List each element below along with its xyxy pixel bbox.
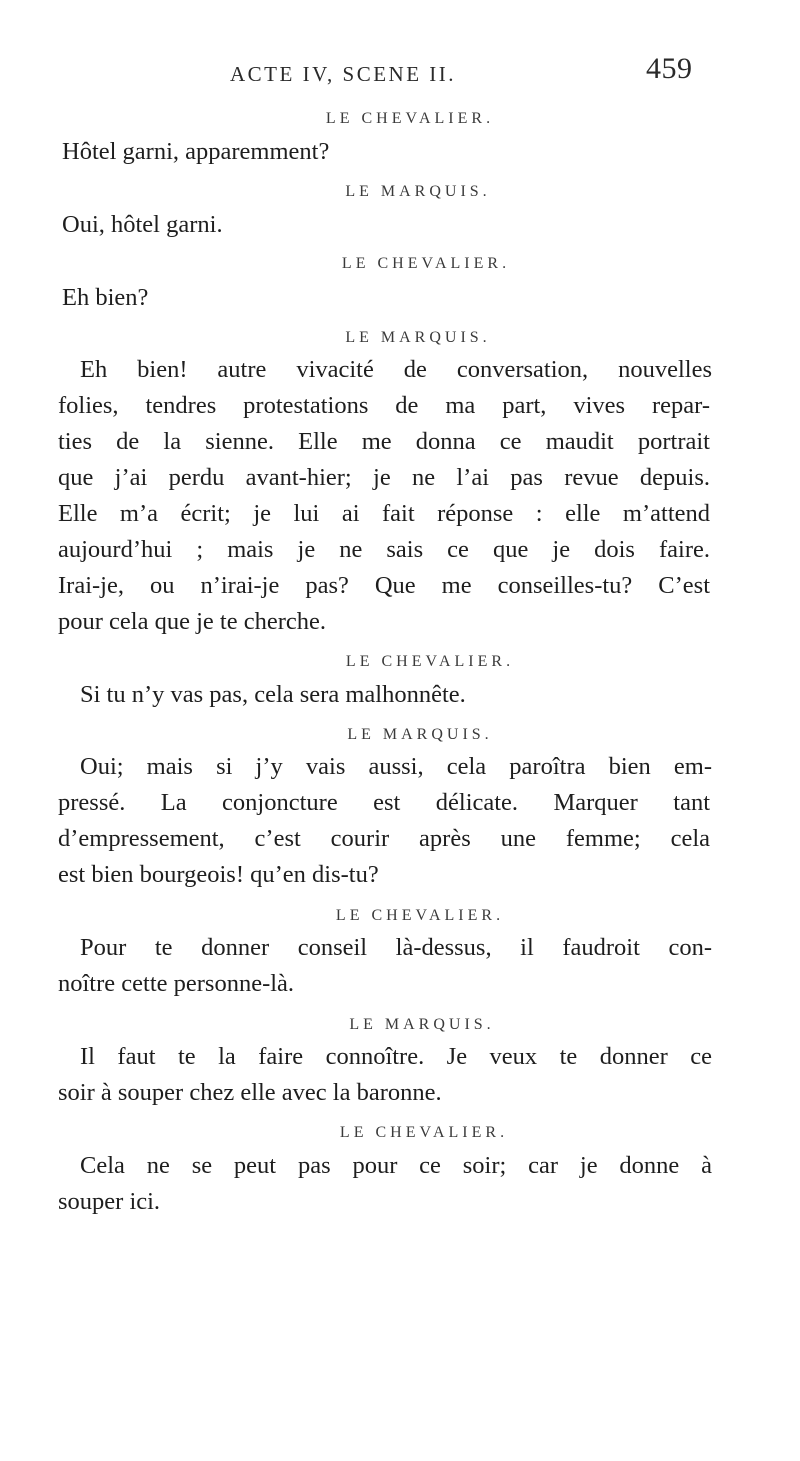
speaker-label: LE CHEVALIER. <box>335 907 505 924</box>
speaker-label: LE CHEVALIER. <box>339 1124 509 1141</box>
speech-line: Il faut te la faire connoître. Je veux te donner ce <box>80 1043 712 1070</box>
page-number: 459 <box>646 52 693 85</box>
speech-line: Elle m’a écrit; je lui ai fait réponse : elle m’attend <box>58 500 710 527</box>
speech-line: aujourd’hui ; mais je ne sais ce que je dois faire. <box>58 536 710 563</box>
speech-line: pour cela que je te cherche. <box>58 608 326 635</box>
speech-line: est bien bourgeois! qu’en dis-tu? <box>58 861 379 888</box>
speaker-label: LE CHEVALIER. <box>325 110 495 127</box>
speaker-label: LE MARQUIS. <box>345 329 491 346</box>
speech-line: soir à souper chez elle avec la baronne. <box>58 1079 442 1106</box>
speech-line: souper ici. <box>58 1188 161 1215</box>
speech-line: d’empressement, c’est courir après une femme; cela <box>58 825 710 852</box>
speech-line: Pour te donner conseil là-dessus, il faudroit con- <box>80 934 712 961</box>
speech-line: Oui; mais si j’y vais aussi, cela paroîtra bien em- <box>80 753 712 780</box>
speech-line: Cela ne se peut pas pour ce soir; car je donne à <box>80 1152 712 1179</box>
speech-line: que j’ai perdu avant-hier; je ne l’ai pas revue depuis. <box>58 464 710 491</box>
speech-line: ties de la sienne. Elle me donna ce maudit portrait <box>58 428 710 455</box>
speech-line: noître cette personne-là. <box>58 970 295 997</box>
speech-line: Oui, hôtel garni. <box>62 211 223 238</box>
speech-line: folies, tendres protestations de ma part, vives repar- <box>58 392 710 419</box>
speech-line: Eh bien! autre vivacité de conversation, nouvelles <box>80 356 712 383</box>
running-head <box>0 52 800 92</box>
speech-line: Hôtel garni, apparemment? <box>62 138 330 165</box>
speaker-label: LE CHEVALIER. <box>341 255 511 272</box>
speech-line: pressé. La conjoncture est délicate. Marquer tant <box>58 789 710 816</box>
speaker-label: LE CHEVALIER. <box>345 653 515 670</box>
speaker-label: LE MARQUIS. <box>345 183 491 200</box>
running-title: ACTE IV, SCENE II. <box>230 62 457 86</box>
speech-line: Irai-je, ou n’irai-je pas? Que me conseilles-tu? C’est <box>58 572 710 599</box>
speaker-label: LE MARQUIS. <box>349 1016 495 1033</box>
speaker-label: LE MARQUIS. <box>347 726 493 743</box>
speech-line: Si tu n’y vas pas, cela sera malhonnête. <box>80 681 466 708</box>
speech-line: Eh bien? <box>62 284 149 311</box>
